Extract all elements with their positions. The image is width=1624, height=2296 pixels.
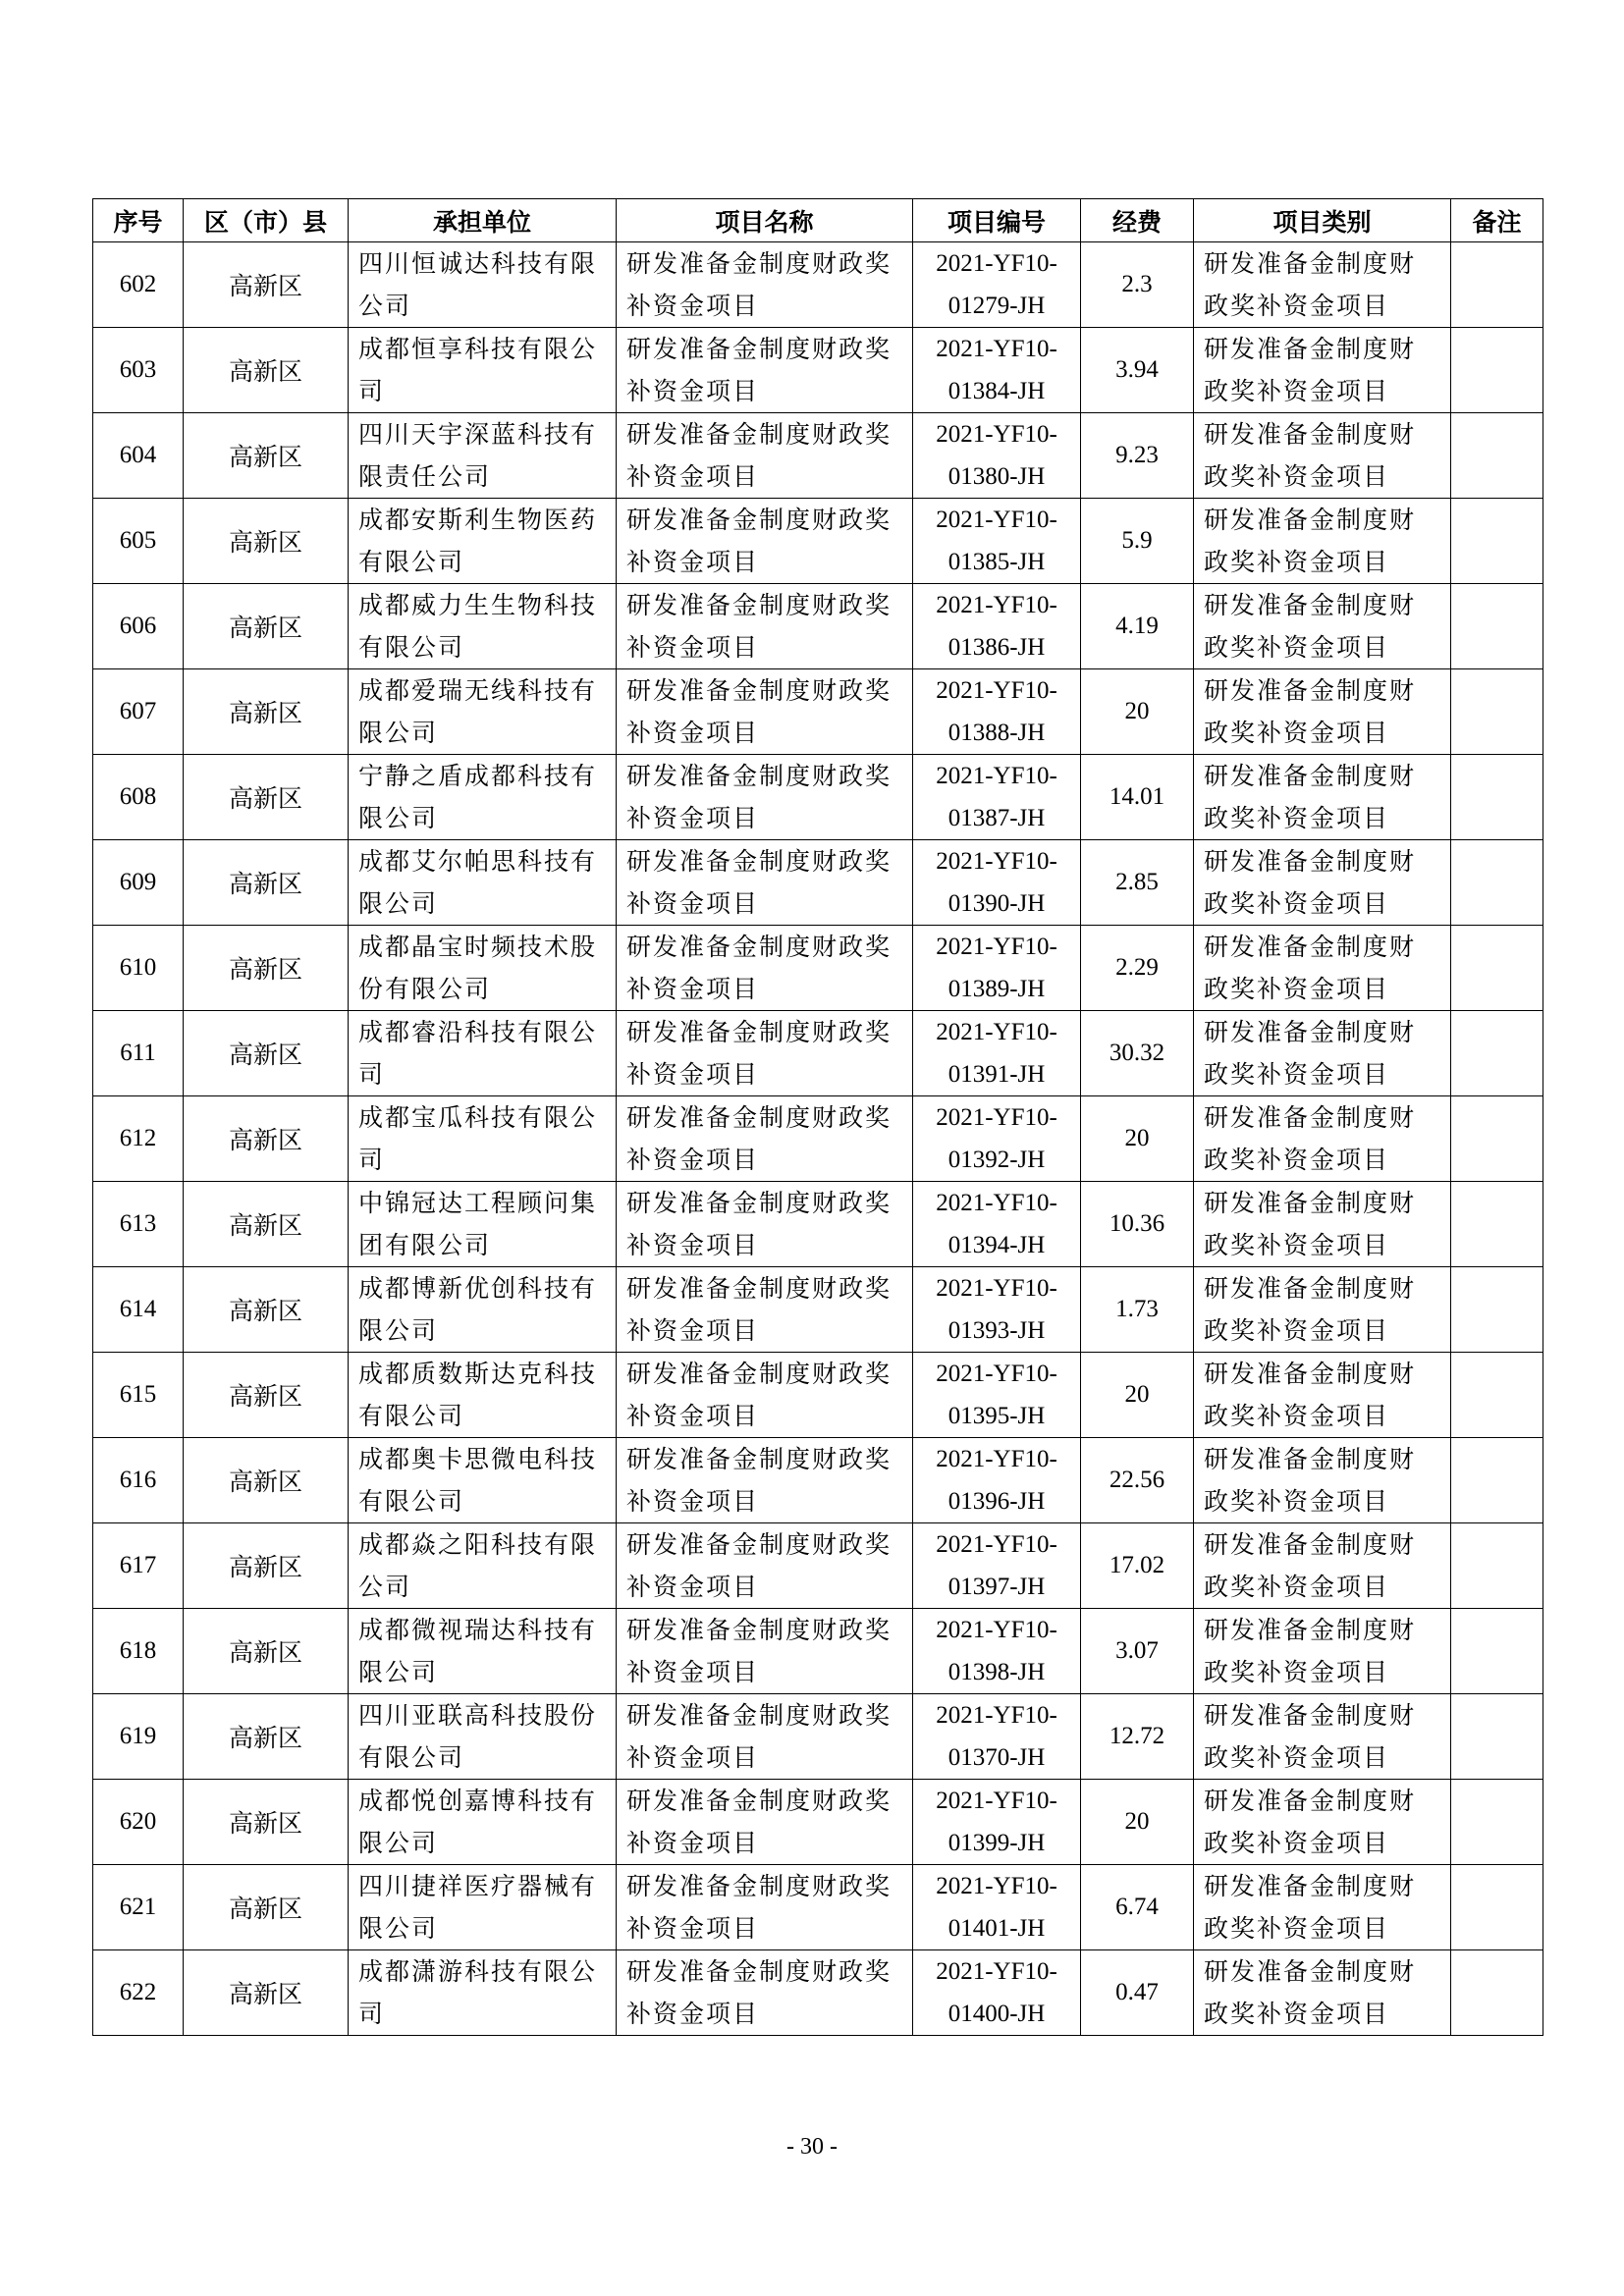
project-code-line2: 01398-JH [947, 1659, 1046, 1685]
cell-category: 研发准备金制度财政奖补资金项目 [1194, 1182, 1451, 1267]
cell-district: 高新区 [184, 1694, 349, 1780]
cell-funding: 20 [1081, 1096, 1194, 1182]
cell-project-name: 研发准备金制度财政奖补资金项目 [617, 328, 913, 413]
project-code-line1: 2021-YF10- [936, 1190, 1057, 1216]
cell-no: 606 [93, 584, 184, 669]
cell-project-code [913, 1438, 1081, 1523]
project-code-line2: 01397-JH [947, 1574, 1046, 1600]
table-row [93, 1438, 1543, 1523]
cell-category: 研发准备金制度财政奖补资金项目 [1194, 755, 1451, 840]
cell-district: 高新区 [184, 1609, 349, 1694]
cell-funding: 9.23 [1081, 413, 1194, 499]
table-row [93, 1353, 1543, 1438]
cell-funding: 10.36 [1081, 1182, 1194, 1267]
cell-project-code [913, 1865, 1081, 1950]
cell-category: 研发准备金制度财政奖补资金项目 [1194, 328, 1451, 413]
cell-project-name: 研发准备金制度财政奖补资金项目 [617, 1011, 913, 1096]
header-category: 项目类别 [1194, 199, 1451, 242]
project-table [92, 198, 1543, 2036]
cell-project-name: 研发准备金制度财政奖补资金项目 [617, 1780, 913, 1865]
cell-project-name: 研发准备金制度财政奖补资金项目 [617, 1267, 913, 1353]
cell-no: 603 [93, 328, 184, 413]
cell-category: 研发准备金制度财政奖补资金项目 [1194, 242, 1451, 328]
cell-remark [1451, 926, 1543, 1011]
cell-no: 618 [93, 1609, 184, 1694]
project-code-line2: 01388-JH [947, 720, 1046, 746]
table-row [93, 1780, 1543, 1865]
cell-no: 612 [93, 1096, 184, 1182]
cell-funding: 1.73 [1081, 1267, 1194, 1353]
header-remark: 备注 [1451, 199, 1543, 242]
project-code-line1: 2021-YF10- [936, 1702, 1057, 1729]
cell-category: 研发准备金制度财政奖补资金项目 [1194, 1523, 1451, 1609]
cell-remark [1451, 1780, 1543, 1865]
cell-no: 617 [93, 1523, 184, 1609]
cell-project-code [913, 755, 1081, 840]
cell-unit: 成都宝瓜科技有限公司 [349, 1096, 617, 1182]
cell-project-name: 研发准备金制度财政奖补资金项目 [617, 669, 913, 755]
cell-no: 616 [93, 1438, 184, 1523]
project-code-line1: 2021-YF10- [936, 934, 1057, 960]
cell-district: 高新区 [184, 584, 349, 669]
project-code-line2: 01389-JH [947, 976, 1046, 1002]
cell-unit: 成都悦创嘉博科技有限公司 [349, 1780, 617, 1865]
cell-district: 高新区 [184, 328, 349, 413]
table-row [93, 1523, 1543, 1609]
table-row [93, 1865, 1543, 1950]
cell-project-name: 研发准备金制度财政奖补资金项目 [617, 1523, 913, 1609]
project-code-line1: 2021-YF10- [936, 421, 1057, 448]
cell-funding: 2.85 [1081, 840, 1194, 926]
cell-funding: 22.56 [1081, 1438, 1194, 1523]
cell-project-code [913, 926, 1081, 1011]
cell-district: 高新区 [184, 926, 349, 1011]
cell-district: 高新区 [184, 840, 349, 926]
cell-no: 609 [93, 840, 184, 926]
project-code-line1: 2021-YF10- [936, 1617, 1057, 1643]
cell-district: 高新区 [184, 1950, 349, 2036]
cell-funding: 4.19 [1081, 584, 1194, 669]
cell-category: 研发准备金制度财政奖补资金项目 [1194, 1353, 1451, 1438]
cell-remark [1451, 1096, 1543, 1182]
cell-project-name: 研发准备金制度财政奖补资金项目 [617, 840, 913, 926]
cell-funding: 2.29 [1081, 926, 1194, 1011]
table-row [93, 1694, 1543, 1780]
cell-funding: 30.32 [1081, 1011, 1194, 1096]
cell-unit: 成都奥卡思微电科技有限公司 [349, 1438, 617, 1523]
cell-funding: 17.02 [1081, 1523, 1194, 1609]
cell-unit: 成都潇游科技有限公司 [349, 1950, 617, 2036]
cell-category: 研发准备金制度财政奖补资金项目 [1194, 1950, 1451, 2036]
cell-unit: 成都恒享科技有限公司 [349, 328, 617, 413]
table-row [93, 1267, 1543, 1353]
project-code-line1: 2021-YF10- [936, 1361, 1057, 1387]
cell-no: 602 [93, 242, 184, 328]
cell-unit: 成都质数斯达克科技有限公司 [349, 1353, 617, 1438]
cell-remark [1451, 1267, 1543, 1353]
cell-project-code [913, 1950, 1081, 2036]
cell-project-code [913, 1523, 1081, 1609]
cell-category: 研发准备金制度财政奖补资金项目 [1194, 840, 1451, 926]
cell-district: 高新区 [184, 1096, 349, 1182]
cell-district: 高新区 [184, 669, 349, 755]
project-code-line2: 01386-JH [947, 634, 1046, 661]
project-code-line1: 2021-YF10- [936, 507, 1057, 533]
table-row [93, 499, 1543, 584]
cell-unit: 四川亚联高科技股份有限公司 [349, 1694, 617, 1780]
cell-remark [1451, 669, 1543, 755]
cell-funding: 3.07 [1081, 1609, 1194, 1694]
cell-project-name: 研发准备金制度财政奖补资金项目 [617, 1950, 913, 2036]
cell-project-name: 研发准备金制度财政奖补资金项目 [617, 1353, 913, 1438]
cell-remark [1451, 1438, 1543, 1523]
cell-project-name: 研发准备金制度财政奖补资金项目 [617, 1438, 913, 1523]
cell-no: 605 [93, 499, 184, 584]
table-row [93, 1609, 1543, 1694]
table-row [93, 1096, 1543, 1182]
cell-remark [1451, 840, 1543, 926]
cell-no: 607 [93, 669, 184, 755]
cell-project-name: 研发准备金制度财政奖补资金项目 [617, 1182, 913, 1267]
header-project-name: 项目名称 [617, 199, 913, 242]
cell-project-name: 研发准备金制度财政奖补资金项目 [617, 755, 913, 840]
table-row [93, 1182, 1543, 1267]
cell-remark [1451, 499, 1543, 584]
cell-district: 高新区 [184, 1267, 349, 1353]
cell-no: 613 [93, 1182, 184, 1267]
cell-unit: 成都睿沿科技有限公司 [349, 1011, 617, 1096]
cell-unit: 成都焱之阳科技有限公司 [349, 1523, 617, 1609]
header-district: 区（市）县 [184, 199, 349, 242]
table-row [93, 840, 1543, 926]
cell-district: 高新区 [184, 242, 349, 328]
cell-project-code [913, 413, 1081, 499]
cell-project-code [913, 1780, 1081, 1865]
cell-project-code [913, 584, 1081, 669]
cell-no: 608 [93, 755, 184, 840]
cell-category: 研发准备金制度财政奖补资金项目 [1194, 1780, 1451, 1865]
cell-unit: 成都博新优创科技有限公司 [349, 1267, 617, 1353]
header-project-code: 项目编号 [913, 199, 1081, 242]
cell-project-name: 研发准备金制度财政奖补资金项目 [617, 584, 913, 669]
cell-district: 高新区 [184, 499, 349, 584]
cell-district: 高新区 [184, 413, 349, 499]
project-code-line2: 01401-JH [947, 1915, 1046, 1942]
cell-unit: 成都威力生生物科技有限公司 [349, 584, 617, 669]
cell-remark [1451, 1353, 1543, 1438]
cell-no: 604 [93, 413, 184, 499]
table-row [93, 926, 1543, 1011]
cell-district: 高新区 [184, 1438, 349, 1523]
project-code-line2: 01391-JH [947, 1061, 1046, 1088]
table-row [93, 1950, 1543, 2036]
cell-unit: 成都晶宝时频技术股份有限公司 [349, 926, 617, 1011]
cell-category: 研发准备金制度财政奖补资金项目 [1194, 1609, 1451, 1694]
cell-remark [1451, 1694, 1543, 1780]
project-code-line1: 2021-YF10- [936, 763, 1057, 789]
cell-unit: 宁静之盾成都科技有限公司 [349, 755, 617, 840]
cell-district: 高新区 [184, 1780, 349, 1865]
cell-category: 研发准备金制度财政奖补资金项目 [1194, 584, 1451, 669]
project-code-line2: 01394-JH [947, 1232, 1046, 1258]
cell-project-code [913, 1609, 1081, 1694]
cell-project-name: 研发准备金制度财政奖补资金项目 [617, 1694, 913, 1780]
cell-project-code [913, 1011, 1081, 1096]
cell-funding: 3.94 [1081, 328, 1194, 413]
cell-unit: 四川恒诚达科技有限公司 [349, 242, 617, 328]
cell-project-code [913, 242, 1081, 328]
cell-remark [1451, 1011, 1543, 1096]
cell-unit: 成都安斯利生物医药有限公司 [349, 499, 617, 584]
project-code-line1: 2021-YF10- [936, 1104, 1057, 1131]
project-code-line2: 01396-JH [947, 1488, 1046, 1515]
cell-funding: 12.72 [1081, 1694, 1194, 1780]
cell-remark [1451, 1865, 1543, 1950]
cell-category: 研发准备金制度财政奖补资金项目 [1194, 1267, 1451, 1353]
project-code-line2: 01384-JH [947, 378, 1046, 404]
cell-category: 研发准备金制度财政奖补资金项目 [1194, 1438, 1451, 1523]
cell-category: 研发准备金制度财政奖补资金项目 [1194, 1865, 1451, 1950]
cell-category: 研发准备金制度财政奖补资金项目 [1194, 669, 1451, 755]
cell-remark [1451, 584, 1543, 669]
cell-remark [1451, 328, 1543, 413]
project-code-line2: 01385-JH [947, 549, 1046, 575]
cell-project-code [913, 499, 1081, 584]
cell-no: 615 [93, 1353, 184, 1438]
cell-project-name: 研发准备金制度财政奖补资金项目 [617, 1096, 913, 1182]
project-code-line1: 2021-YF10- [936, 1531, 1057, 1558]
header-funding: 经费 [1081, 199, 1194, 242]
project-code-line2: 01393-JH [947, 1317, 1046, 1344]
project-code-line1: 2021-YF10- [936, 677, 1057, 704]
table-header-row [93, 199, 1543, 242]
cell-remark [1451, 1182, 1543, 1267]
cell-project-code [913, 1267, 1081, 1353]
project-code-line1: 2021-YF10- [936, 1446, 1057, 1472]
cell-no: 621 [93, 1865, 184, 1950]
project-code-line2: 01392-JH [947, 1147, 1046, 1173]
cell-remark [1451, 1609, 1543, 1694]
header-unit: 承担单位 [349, 199, 617, 242]
project-code-line1: 2021-YF10- [936, 1275, 1057, 1302]
cell-category: 研发准备金制度财政奖补资金项目 [1194, 1694, 1451, 1780]
cell-project-name: 研发准备金制度财政奖补资金项目 [617, 242, 913, 328]
cell-district: 高新区 [184, 1865, 349, 1950]
cell-category: 研发准备金制度财政奖补资金项目 [1194, 926, 1451, 1011]
cell-project-code [913, 1182, 1081, 1267]
cell-funding: 0.47 [1081, 1950, 1194, 2036]
cell-funding: 20 [1081, 1780, 1194, 1865]
cell-category: 研发准备金制度财政奖补资金项目 [1194, 1096, 1451, 1182]
project-code-line2: 01279-JH [947, 293, 1046, 319]
project-code-line1: 2021-YF10- [936, 848, 1057, 875]
table-row [93, 242, 1543, 328]
page-number: - 30 - [786, 2134, 838, 2160]
cell-no: 611 [93, 1011, 184, 1096]
table-row [93, 328, 1543, 413]
cell-district: 高新区 [184, 755, 349, 840]
table-row [93, 669, 1543, 755]
project-code-line2: 01395-JH [947, 1403, 1046, 1429]
cell-unit: 四川捷祥医疗器械有限公司 [349, 1865, 617, 1950]
project-code-line1: 2021-YF10- [936, 1873, 1057, 1899]
project-code-line1: 2021-YF10- [936, 592, 1057, 618]
table-row [93, 1011, 1543, 1096]
cell-no: 610 [93, 926, 184, 1011]
project-code-line2: 01387-JH [947, 805, 1046, 831]
cell-unit: 成都艾尔帕思科技有限公司 [349, 840, 617, 926]
project-code-line1: 2021-YF10- [936, 1019, 1057, 1045]
table-row [93, 584, 1543, 669]
project-code-line1: 2021-YF10- [936, 250, 1057, 277]
cell-funding: 20 [1081, 1353, 1194, 1438]
cell-no: 622 [93, 1950, 184, 2036]
project-code-line1: 2021-YF10- [936, 1788, 1057, 1814]
cell-category: 研发准备金制度财政奖补资金项目 [1194, 413, 1451, 499]
table-body [93, 242, 1543, 2036]
table-row [93, 755, 1543, 840]
cell-no: 619 [93, 1694, 184, 1780]
cell-remark [1451, 1950, 1543, 2036]
cell-unit: 中锦冠达工程顾问集团有限公司 [349, 1182, 617, 1267]
cell-project-code [913, 1096, 1081, 1182]
cell-project-code [913, 669, 1081, 755]
cell-remark [1451, 413, 1543, 499]
cell-funding: 2.3 [1081, 242, 1194, 328]
cell-remark [1451, 1523, 1543, 1609]
cell-no: 614 [93, 1267, 184, 1353]
cell-unit: 成都爱瑞无线科技有限公司 [349, 669, 617, 755]
cell-unit: 四川天宇深蓝科技有限责任公司 [349, 413, 617, 499]
cell-project-code [913, 328, 1081, 413]
project-code-line2: 01399-JH [947, 1830, 1046, 1856]
cell-funding: 5.9 [1081, 499, 1194, 584]
cell-remark [1451, 242, 1543, 328]
cell-district: 高新区 [184, 1353, 349, 1438]
cell-district: 高新区 [184, 1182, 349, 1267]
project-code-line1: 2021-YF10- [936, 1958, 1057, 1985]
cell-project-code [913, 1353, 1081, 1438]
cell-remark [1451, 755, 1543, 840]
cell-district: 高新区 [184, 1523, 349, 1609]
cell-project-code [913, 1694, 1081, 1780]
project-code-line2: 01380-JH [947, 463, 1046, 490]
header-no: 序号 [93, 199, 184, 242]
cell-project-name: 研发准备金制度财政奖补资金项目 [617, 926, 913, 1011]
cell-project-name: 研发准备金制度财政奖补资金项目 [617, 499, 913, 584]
cell-category: 研发准备金制度财政奖补资金项目 [1194, 1011, 1451, 1096]
cell-funding: 14.01 [1081, 755, 1194, 840]
cell-project-name: 研发准备金制度财政奖补资金项目 [617, 1865, 913, 1950]
cell-funding: 20 [1081, 669, 1194, 755]
project-code-line2: 01390-JH [947, 890, 1046, 917]
project-code-line2: 01370-JH [947, 1744, 1046, 1771]
project-code-line2: 01400-JH [947, 2001, 1046, 2027]
cell-project-name: 研发准备金制度财政奖补资金项目 [617, 1609, 913, 1694]
cell-project-name: 研发准备金制度财政奖补资金项目 [617, 413, 913, 499]
cell-unit: 成都微视瑞达科技有限公司 [349, 1609, 617, 1694]
table-row [93, 413, 1543, 499]
cell-district: 高新区 [184, 1011, 349, 1096]
cell-category: 研发准备金制度财政奖补资金项目 [1194, 499, 1451, 584]
cell-funding: 6.74 [1081, 1865, 1194, 1950]
cell-project-code [913, 840, 1081, 926]
project-code-line1: 2021-YF10- [936, 336, 1057, 362]
cell-no: 620 [93, 1780, 184, 1865]
